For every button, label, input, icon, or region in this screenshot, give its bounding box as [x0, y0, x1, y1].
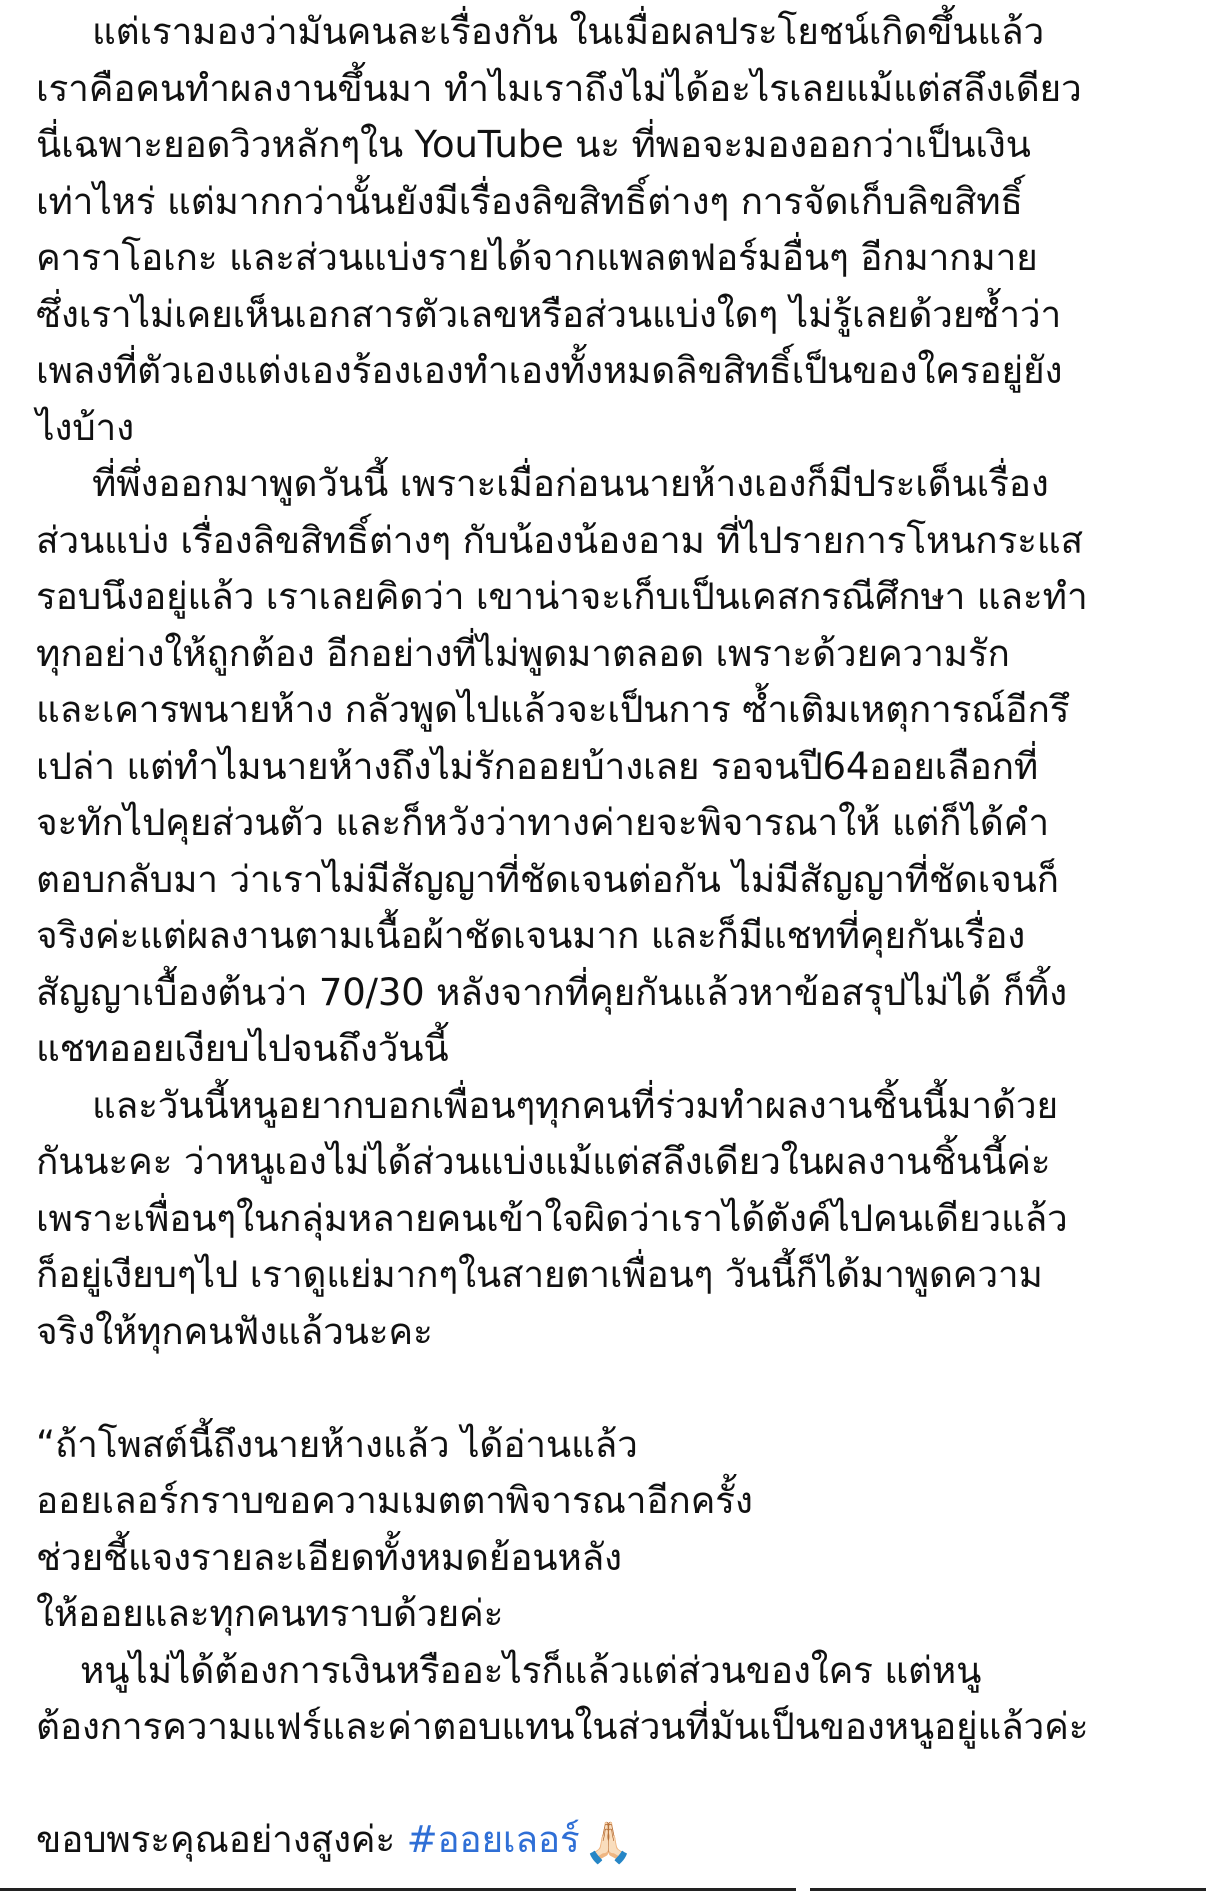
- closing-line: [36, 1812, 1186, 1869]
- post-line: เพราะเพื่อนๆในกลุ่มหลายคนเข้าใจผิดว่าเราได้ตังค์ไปคนเดียวแล้ว: [36, 1196, 1068, 1240]
- hashtag-link[interactable]: #ออยเลอร์: [406, 1818, 580, 1861]
- post-line: เพลงที่ตัวเองแต่งเองร้องเองทำเองทั้งหมดลิขสิทธิ์เป็นของใครอยู่ยัง: [36, 349, 1063, 392]
- paragraph-2: [36, 456, 1186, 1078]
- post-line: จริงค่ะแต่ผลงานตามเนื้อผ้าชัดเจนมาก และก็มีแชทที่คุยกันเรื่อง: [36, 914, 1026, 957]
- post-line: นี่เฉพาะยอดวิวหลักๆใน YouTube นะ ที่พอจะมองออกว่าเป็นเงิน: [36, 123, 1031, 166]
- post-line: และเคารพนายห้าง กลัวพูดไปแล้วจะเป็นการ ซ้ำเติมเหตุการณ์อีกรึ: [36, 688, 1070, 731]
- post-line: กันนะคะ ว่าหนูเองไม่ได้ส่วนแบ่งแม้แต่สลึงเดียวในผลงานชิ้นนี้ค่ะ: [36, 1140, 1051, 1183]
- post-line: ไงบ้าง: [36, 405, 135, 449]
- post-line: และวันนี้หนูอยากบอกเพื่อนๆทุกคนที่ร่วมทำผลงานชิ้นนี้มาด้วย: [92, 1083, 1058, 1127]
- quote-line: “ถ้าโพสต์นี้ถึงนายห้างแล้ว ได้อ่านแล้ว: [36, 1422, 638, 1466]
- post-line: ตอบกลับมา ว่าเราไม่มีสัญญาที่ชัดเจนต่อกัน ไม่มีสัญญาที่ชัดเจนก็: [36, 857, 1059, 901]
- post-line: จะทักไปคุยส่วนตัว และก็หวังว่าทางค่ายจะพิจารณาให้ แต่ก็ได้คำ: [36, 801, 1049, 844]
- post-line: ต้องการความแฟร์และค่าตอบแทนในส่วนที่มันเป็นของหนูอยู่แล้วค่ะ: [36, 1705, 1089, 1748]
- quote-line: ออยเลอร์กราบขอความเมตตาพิจารณาอีกครั้ง: [36, 1479, 753, 1522]
- post-line: เราคือคนทำผลงานขึ้นมา ทำไมเราถึงไม่ได้อะไรเลยแม้แต่สลึงเดียว: [36, 66, 1082, 110]
- post-body: [36, 4, 1186, 1869]
- post-line: แชทออยเงียบไปจนถึงวันนี้: [36, 1027, 449, 1070]
- paragraph-4: [36, 1643, 1186, 1756]
- post-line: แต่เรามองว่ามันคนละเรื่องกัน ในเมื่อผลประโยชน์เกิดขึ้นแล้ว: [92, 10, 1045, 53]
- post-line: ทุกอย่างให้ถูกต้อง อีกอย่างที่ไม่พูดมาตลอด เพราะด้วยความรัก: [36, 631, 1010, 675]
- post-line: ซึ่งเราไม่เคยเห็นเอกสารตัวเลขหรือส่วนแบ่งใดๆ ไม่รู้เลยด้วยซ้ำว่า: [36, 292, 1062, 336]
- post-line: ที่พึ่งออกมาพูดวันนี้ เพราะเมื่อก่อนนายห้างเองก็มีประเด็นเรื่อง: [92, 462, 1049, 505]
- post-line: คาราโอเกะ และส่วนแบ่งรายได้จากแพลตฟอร์มอื่นๆ อีกมากมาย: [36, 236, 1038, 279]
- post-line: ส่วนแบ่ง เรื่องลิขสิทธิ์ต่างๆ กับน้องน้องอาม ที่ไปรายการโหนกระแส: [36, 518, 1083, 562]
- post-line: หนูไม่ได้ต้องการเงินหรืออะไรก็แล้วแต่ส่วนของใคร แต่หนู: [80, 1648, 982, 1692]
- quote-line: ให้ออยและทุกคนทราบด้วยค่ะ: [36, 1592, 504, 1635]
- post-line: เปล่า แต่ทำไมนายห้างถึงไม่รักออยบ้างเลย รอจนปี64ออยเลือกที่: [36, 744, 1039, 788]
- paragraph-1: [36, 4, 1186, 456]
- post-line: เท่าไหร่ แต่มากกว่านั้นยังมีเรื่องลิขสิทธิ์ต่างๆ การจัดเก็บลิขสิทธิ์: [36, 179, 1023, 223]
- paragraph-3: [36, 1078, 1186, 1361]
- closing-text: ขอบพระคุณอย่างสูงค่ะ: [36, 1818, 407, 1861]
- folded-hands-icon: 🙏🏻: [583, 1820, 634, 1866]
- post-line: รอบนึงอยู่แล้ว เราเลยคิดว่า เขาน่าจะเก็บเป็นเคสกรณีศึกษา และทำ: [36, 575, 1088, 618]
- quote-line: ช่วยชี้แจงรายละเอียดทั้งหมดย้อนหลัง: [36, 1535, 622, 1579]
- post-line: สัญญาเบื้องต้นว่า 70/30 หลังจากที่คุยกันแล้วหาข้อสรุปไม่ได้ ก็ทิ้ง: [36, 970, 1067, 1014]
- spacer: [36, 1360, 1186, 1417]
- post-line: จริงให้ทุกคนฟังแล้วนะคะ: [36, 1309, 433, 1353]
- spacer: [36, 1756, 1186, 1813]
- quote-block: [36, 1417, 1186, 1643]
- post-line: ก็อยู่เงียบๆไป เราดูแย่มากๆในสายตาเพื่อนๆ วันนี้ก็ได้มาพูดความ: [36, 1253, 1043, 1296]
